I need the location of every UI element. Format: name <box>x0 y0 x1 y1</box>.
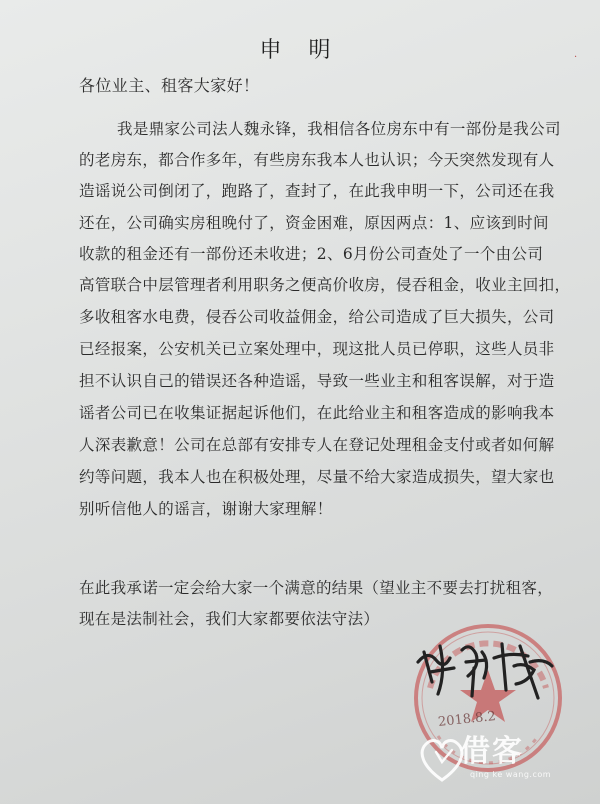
body-line: 高管联合中层管理者利用职务之便高价收房，侵吞租金，收业主回扣， <box>79 276 571 294</box>
body-line: 人深表歉意！公司在总部有安排专人在登记处理租金支付或者如何解 <box>79 436 555 454</box>
body-line: 我是鼎家公司法人魏永锋，我相信各位房东中有一部份是我公司 <box>117 120 561 138</box>
body-line: 多收租客水电费，侵吞公司收益佣金，给公司造成了巨大损失，公司 <box>79 308 555 326</box>
margin-mark: · <box>574 52 578 63</box>
body-line: 约等问题，我本人也在积极处理，尽量不给大家造成损失，望大家也 <box>79 468 555 486</box>
seal-date: 2018.8.2 <box>437 709 497 730</box>
document-title: 申 明 <box>259 38 341 63</box>
body-line: 还在，公司确实房租晚付了，资金困难，原因两点：1、应该到时间 <box>79 214 549 232</box>
body-line: 担不认识自己的错误还各种造谣，导致一些业主和租客误解，对于造 <box>79 372 555 390</box>
body-line: 造谣说公司倒闭了，跑路了，查封了，在此我申明一下，公司还在我 <box>79 182 555 200</box>
watermark-text: 借客 <box>460 734 524 769</box>
closing-line: 现在是法制社会，我们大家都要依法守法） <box>79 610 380 628</box>
watermark-url: qing ke wang.com <box>470 770 552 779</box>
body-line: 的老房东，都合作多年，有些房东我本人也认识；今天突然发现有人 <box>79 151 555 169</box>
closing-line: 在此我承诺一定会给大家一个满意的结果（望业主不要去打扰租客， <box>79 579 554 597</box>
body-line: 已经报案，公安机关已立案处理中，现这批人员已停职，这些人员非 <box>79 340 555 358</box>
body-line: 别听信他人的谣言，谢谢大家理解！ <box>79 500 333 518</box>
body-line: 谣者公司已在收集证据起诉他们，在此给业主和租客造成的影响我本 <box>79 404 555 422</box>
body-line: 收款的租金还有一部份还未收进；2、6月份公司查处了一个由公司 <box>79 245 544 263</box>
handwritten-signature-icon <box>410 632 560 712</box>
greeting-line: 各位业主、租客大家好！ <box>79 76 260 95</box>
